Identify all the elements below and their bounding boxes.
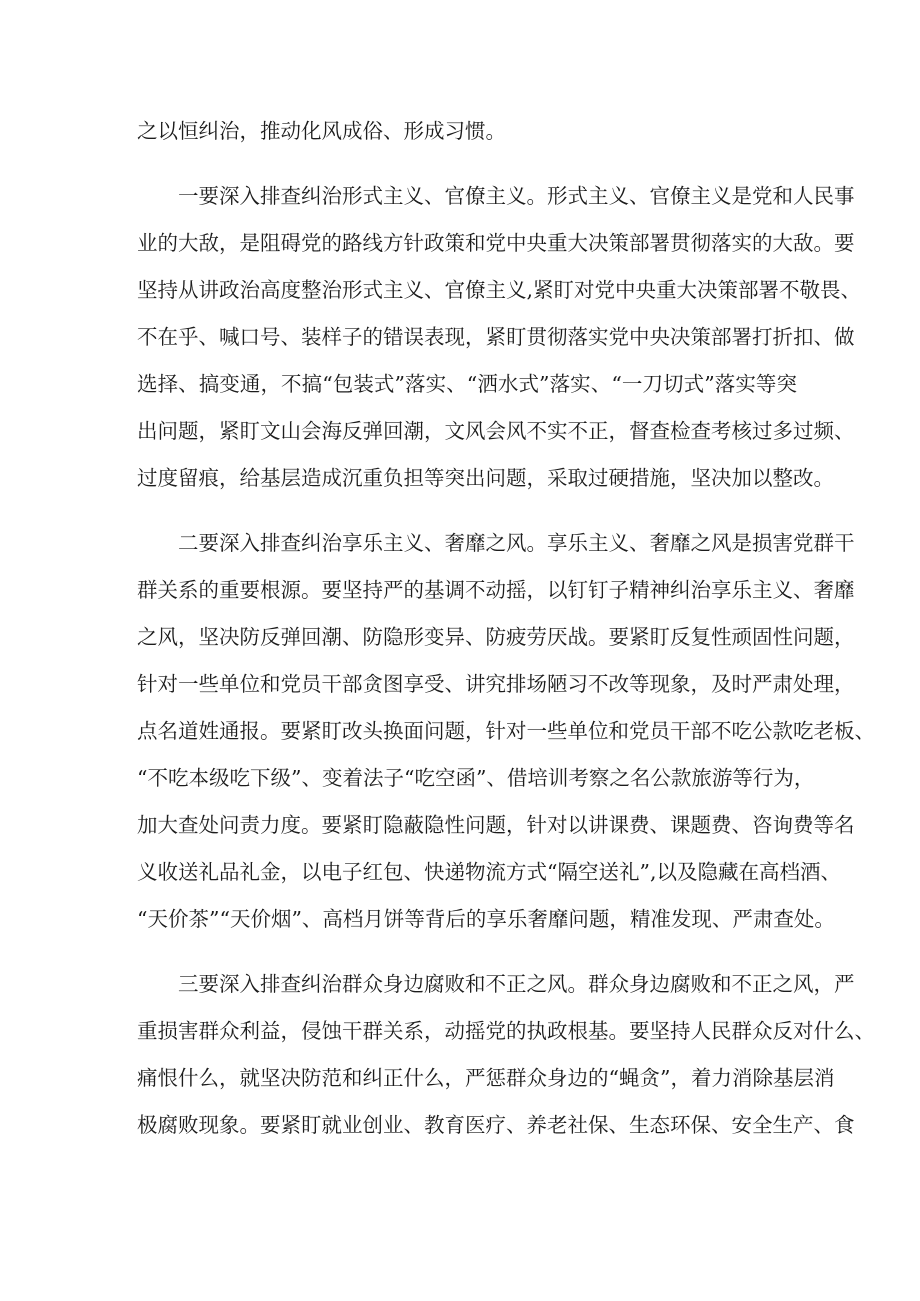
paragraph-2-line-5: 点名道姓通报。要紧盯改头换面问题，针对一些单位和党员干部不吃公款吃老板、 xyxy=(137,719,875,743)
paragraph-3-line-3: 痛恨什么，就坚决防范和纠正什么，严惩群众身边的“蝇贪”，着力消除基层消 xyxy=(137,1066,835,1090)
paragraph-3-line-1: 三要深入排查纠治群众身边腐败和不正之风。群众身边腐败和不正之风，严 xyxy=(178,972,855,996)
paragraph-3-line-2: 重损害群众利益，侵蚀干群关系，动摇党的执政根基。要坚持人民群众反对什么、 xyxy=(137,1019,875,1043)
paragraph-1-line-7: 过度留痕，给基层造成沉重负担等突出问题，采取过硬措施，坚决加以整改。 xyxy=(137,466,834,490)
paragraph-2-line-3: 之风，坚决防反弹回潮、防隐形变异、防疲劳厌战。要紧盯反复性顽固性问题， xyxy=(137,625,855,649)
paragraph-2-line-7: 加大查处问责力度。要紧盯隐蔽隐性问题，针对以讲课费、课题费、咨询费等名 xyxy=(137,813,855,837)
paragraph-1-line-1: 一要深入排查纠治形式主义、官僚主义。形式主义、官僚主义是党和人民事 xyxy=(178,184,855,208)
paragraph-1-line-2: 业的大敌，是阻碍党的路线方针政策和党中央重大决策部署贯彻落实的大敌。要 xyxy=(137,231,855,255)
paragraph-1-line-3: 坚持从讲政治高度整治形式主义、官僚主义,紧盯对党中央重大决策部署不敬畏、 xyxy=(137,278,862,302)
paragraph-1-line-4: 不在乎、喊口号、装样子的错误表现，紧盯贯彻落实党中央决策部署打折扣、做 xyxy=(137,325,855,349)
paragraph-3-line-4: 极腐败现象。要紧盯就业创业、教育医疗、养老社保、生态环保、安全生产、食 xyxy=(137,1113,855,1137)
paragraph-1-line-6: 出问题，紧盯文山会海反弹回潮，文风会风不实不正，督查检查考核过多过频、 xyxy=(137,419,855,443)
paragraph-1-line-5: 选择、搞变通，不搞“包装式”落实、“洒水式”落实、“一刀切式”落实等突 xyxy=(137,372,797,396)
paragraph-2-line-2: 群关系的重要根源。要坚持严的基调不动摇，以钉钉子精神纠治享乐主义、奢靡 xyxy=(137,578,855,602)
paragraph-2-line-6: “不吃本级吃下级”、变着法子“吃空函”、借培训考察之名公款旅游等行为， xyxy=(137,766,815,790)
paragraph-2-line-4: 针对一些单位和党员干部贪图享受、讲究排场陋习不改等现象，及时严肃处理， xyxy=(137,672,855,696)
paragraph-2-line-8: 义收送礼品礼金，以电子红包、快递物流方式“隔空送礼”,以及隐藏在高档酒、 xyxy=(137,860,841,884)
paragraph-0-line-1: 之以恒纠治，推动化风成俗、形成习惯。 xyxy=(137,119,506,143)
paragraph-2-line-1: 二要深入排查纠治享乐主义、奢靡之风。享乐主义、奢靡之风是损害党群干 xyxy=(178,531,855,555)
paragraph-2-line-9: “天价茶”“天价烟”、高档月饼等背后的享乐奢靡问题，精准发现、严肃查处。 xyxy=(137,907,835,931)
